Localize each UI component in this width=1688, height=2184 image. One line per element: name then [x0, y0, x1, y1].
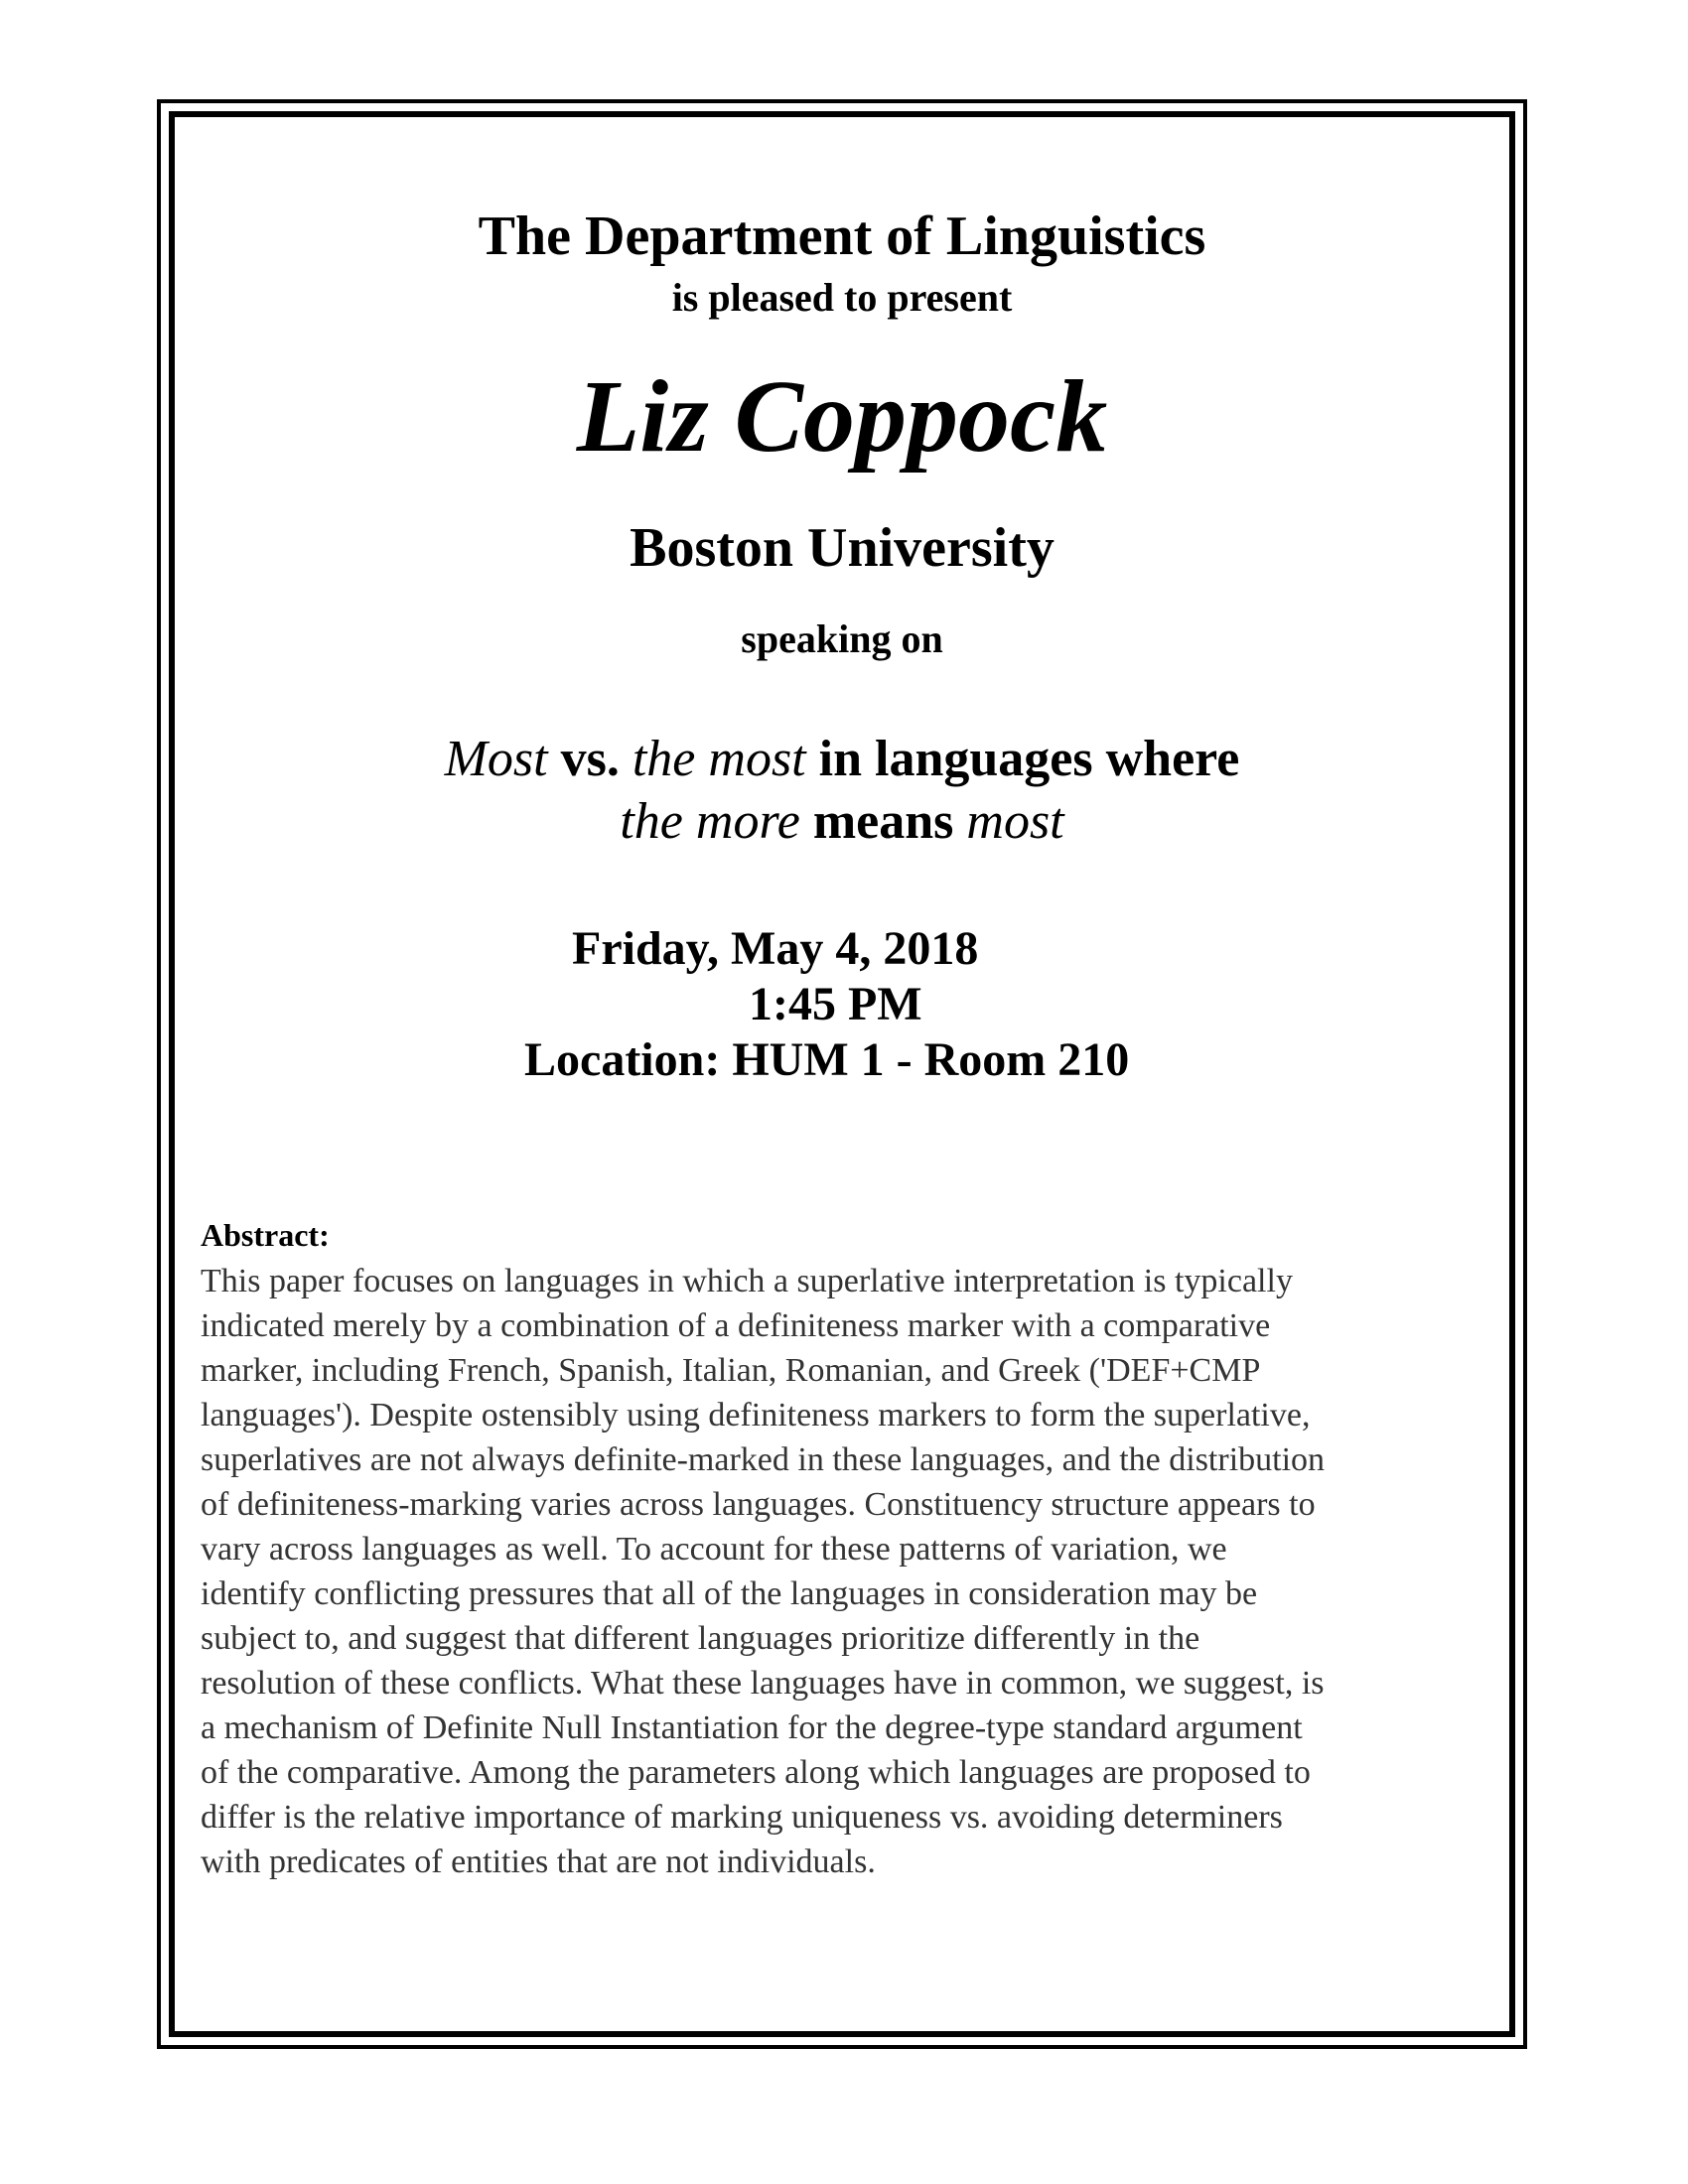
- talk-title-line-2: [169, 792, 1515, 851]
- abstract-line: differ is the relative importance of marking uniqueness vs. avoiding determiners: [201, 1799, 1283, 1836]
- abstract-line: resolution of these conflicts. What these languages have in common, we suggest, is: [201, 1665, 1325, 1702]
- event-date: Friday, May 4, 2018: [572, 922, 979, 975]
- title-word: vs.: [547, 731, 633, 787]
- event-location: Location: HUM 1 - Room 210: [524, 1033, 1130, 1086]
- title-word: the most: [632, 731, 806, 787]
- abstract-line: languages'). Despite ostensibly using definiteness markers to form the superlative,: [201, 1397, 1311, 1433]
- presents-line: is pleased to present: [671, 275, 1013, 320]
- abstract-line: indicated merely by a combination of a definiteness marker with a comparative: [201, 1307, 1271, 1344]
- title-word: most: [966, 793, 1064, 850]
- title-word: means: [799, 793, 967, 850]
- abstract-line: of the comparative. Among the parameters along which languages are proposed to: [201, 1754, 1311, 1791]
- abstract-line: a mechanism of Definite Null Instantiation for the degree-type standard argument: [201, 1709, 1303, 1746]
- title-word: the more: [620, 793, 800, 850]
- speaker-name: Liz Coppock: [576, 359, 1108, 474]
- title-word: Most: [444, 731, 548, 787]
- abstract-line: identify conflicting pressures that all of the languages in consideration may be: [201, 1575, 1258, 1612]
- title-word: in languages where: [805, 731, 1240, 787]
- abstract-heading: Abstract:: [201, 1217, 330, 1253]
- abstract-line: vary across languages as well. To account for these patterns of variation, we: [201, 1531, 1227, 1568]
- abstract-line: marker, including French, Spanish, Italian, Romanian, and Greek ('DEF+CMP: [201, 1352, 1261, 1389]
- event-time: 1:45 PM: [749, 978, 922, 1030]
- talk-title-line-1: [169, 730, 1515, 788]
- department-heading: The Department of Linguistics: [478, 205, 1206, 267]
- speaking-on-line: speaking on: [741, 616, 943, 661]
- abstract-line: superlatives are not always definite-marked in these languages, and the distribution: [201, 1441, 1326, 1478]
- speaker-affiliation: Boston University: [630, 517, 1055, 579]
- abstract-line: of definiteness-marking varies across languages. Constituency structure appears to: [201, 1486, 1316, 1523]
- abstract-line: subject to, and suggest that different languages prioritize differently in the: [201, 1620, 1200, 1657]
- abstract-line: This paper focuses on languages in which a superlative interpretation is typically: [201, 1263, 1293, 1299]
- abstract-line: with predicates of entities that are not individuals.: [201, 1843, 876, 1880]
- abstract-text: [201, 1259, 1491, 1884]
